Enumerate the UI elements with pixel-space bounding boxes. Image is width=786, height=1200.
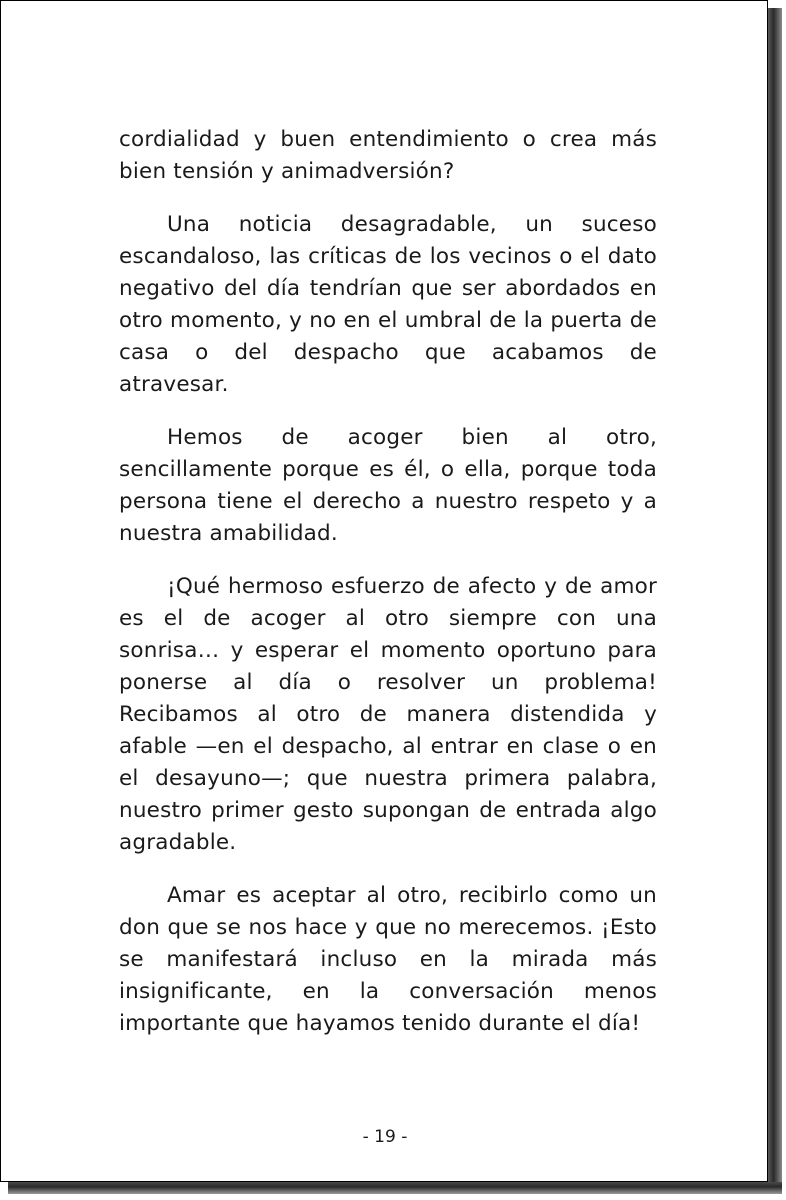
paragraph-love-accept: Amar es aceptar al otro, recibirlo como un don que se nos hace y que no merecemos. ¡Esto se manifestará incluso en la mirada más insignificante, en la conversación menos importante que hayamos tenido durante el día! bbox=[119, 883, 657, 1036]
page-number: - 19 - bbox=[362, 1127, 408, 1147]
paragraph-continuation: cordialidad y buen entendimiento o crea más bien tensión y animadversión? bbox=[119, 127, 657, 184]
paragraph-bad-news: Una noticia desagradable, un suceso escandaloso, las críticas de los vecinos o el dato negativo del día tendrían que ser abordados en otro momento, y no en el umbral de la puerta de casa o del despacho que acabamos de atravesar. bbox=[119, 212, 657, 397]
page-shadow-right bbox=[768, 8, 782, 1188]
paragraph-smile: ¡Qué hermoso esfuerzo de afecto y de amor es el de acoger al otro siempre con una sonrisa… y esperar el momento oportuno para ponerse al día o resolver un problema! Recibamos al otro de manera distendida y afable —en el despacho, al entrar en clase o en el desayuno—; que nuestra primera palabra, nuestro primer gesto supongan de entrada algo agradable. bbox=[119, 574, 657, 855]
body-text bbox=[119, 124, 657, 1061]
paragraph-welcome-other: Hemos de acoger bien al otro, sencillamente porque es él, o ella, porque toda persona tiene el derecho a nuestro respeto y a nuestra amabilidad. bbox=[119, 425, 657, 546]
page-shadow-bottom bbox=[8, 1182, 782, 1194]
